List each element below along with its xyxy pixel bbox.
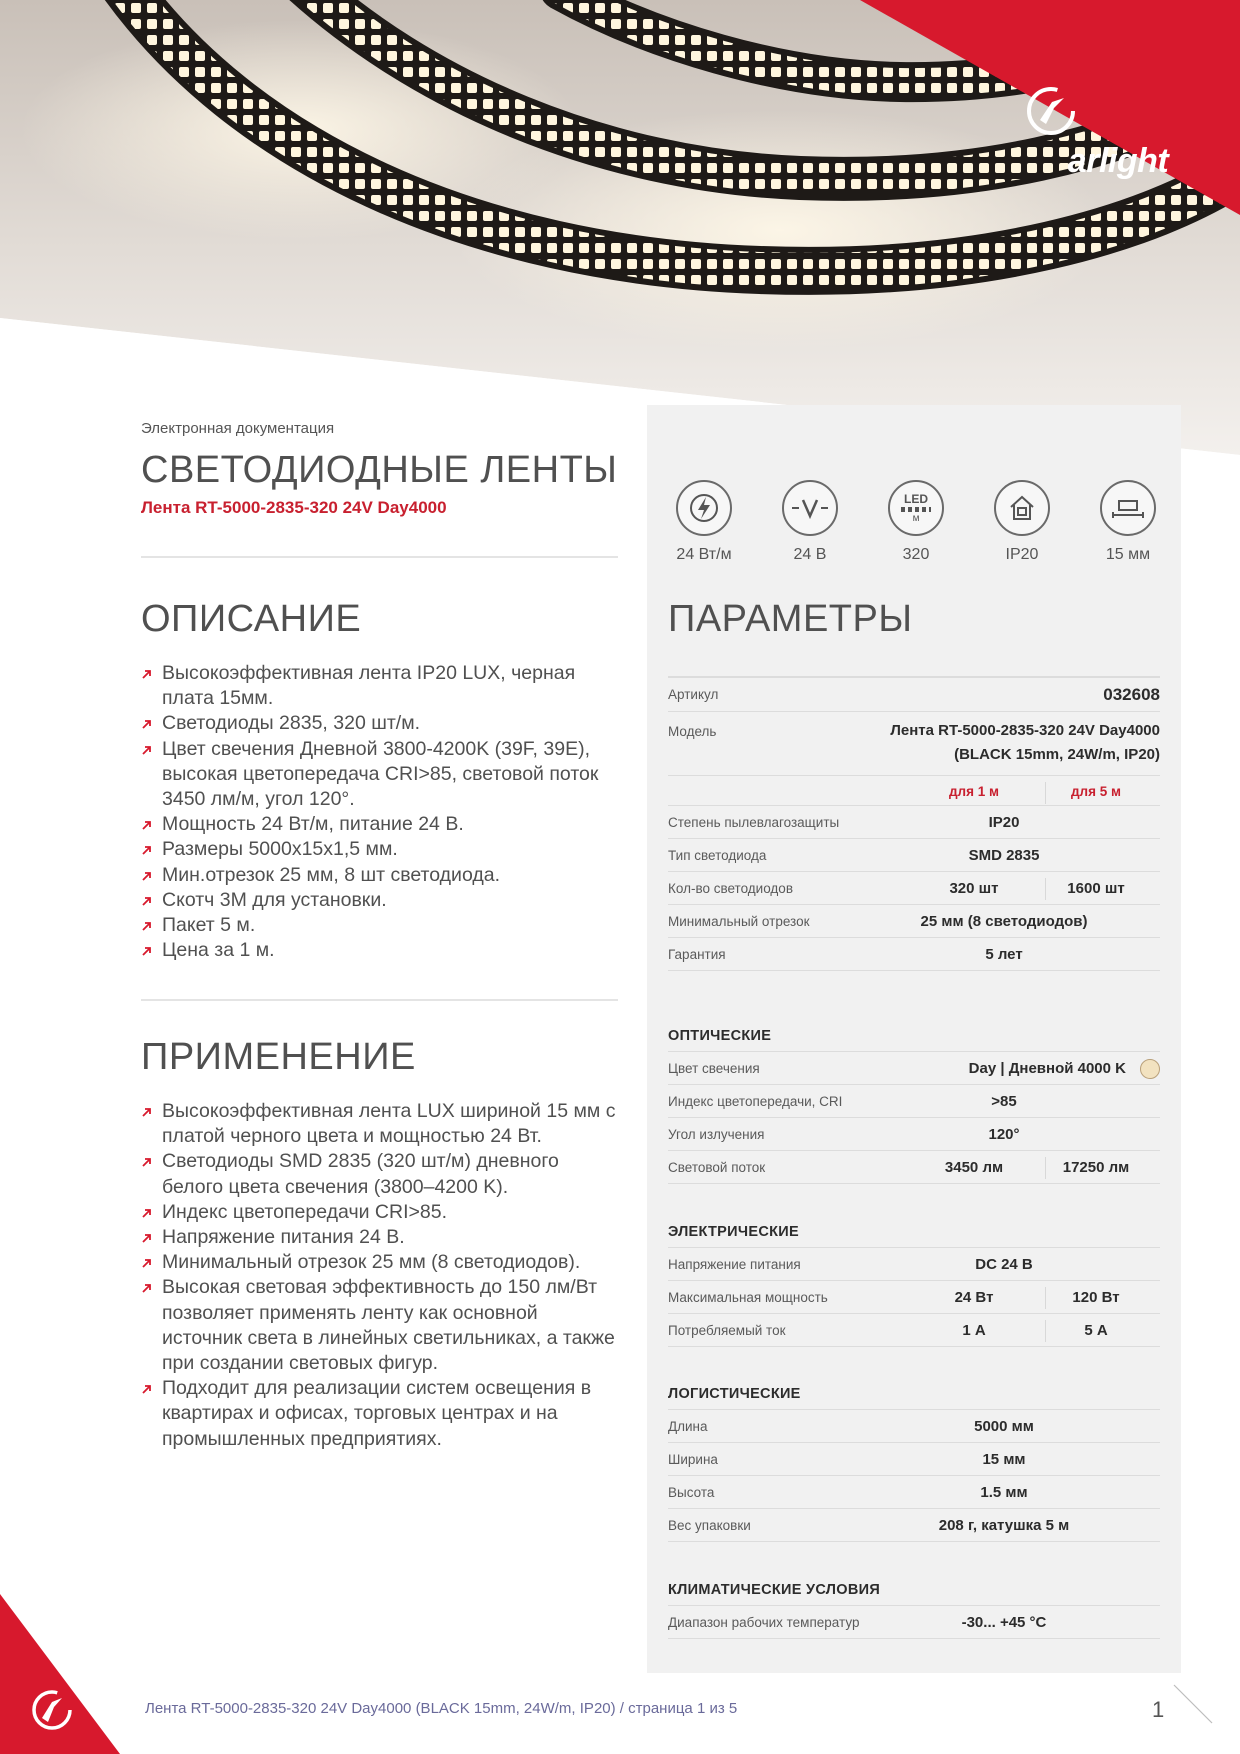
param-key: Потребляемый ток — [668, 1323, 786, 1338]
parameters-title: ПАРАМЕТРЫ — [668, 598, 913, 640]
param-value-1m: 3450 лм — [944, 1159, 1004, 1176]
param-value-1m: 24 Вт — [954, 1289, 994, 1306]
brand-logo — [1024, 84, 1212, 181]
page-title: СВЕТОДИОДНЫЕ ЛЕНТЫ — [141, 449, 618, 491]
description-list — [141, 661, 618, 963]
bullet-arrow-icon — [141, 1232, 153, 1244]
param-key: Напряжение питания — [668, 1257, 801, 1272]
divider — [668, 1240, 1160, 1248]
spec-led-count-label: 320 — [902, 546, 930, 563]
bullet-item — [141, 1149, 618, 1199]
bullet-text: Цвет свечения Дневной 3800-4200K (39F, 39E), высокая цветопередача CRI>85, световой поток 3450 лм/м, угол 120°. — [162, 737, 599, 811]
application-list — [141, 1099, 618, 1452]
led-glyph-text: LED — [904, 491, 928, 506]
bullet-text: Цена за 1 м. — [162, 939, 275, 962]
led-per-meter-icon — [888, 480, 944, 536]
bullet-arrow-icon — [141, 945, 153, 957]
param-value: >85 — [991, 1093, 1017, 1110]
param-value-5m: 1600 шт — [1067, 880, 1125, 897]
model-line-1: Лента RT-5000-2835-320 24V Day4000 — [890, 722, 1160, 739]
doc-caption: Электронная документация — [141, 420, 335, 437]
bullet-arrow-icon — [141, 819, 153, 831]
param-row — [668, 1314, 1160, 1347]
param-key: Диапазон рабочих температур — [668, 1615, 860, 1630]
voltage-icon — [782, 480, 838, 536]
bullet-text: Высокая световая эффективность до 150 лм/Вт позволяет применять ленту как основной источник света в линейных светильниках, а также при создании световых фигур. — [162, 1276, 615, 1375]
general-rows — [668, 806, 1160, 971]
divider — [668, 1402, 1160, 1410]
param-row — [668, 1606, 1160, 1639]
param-value: IP20 — [988, 814, 1020, 831]
bullet-item — [141, 1250, 618, 1275]
spec-ip — [980, 480, 1064, 564]
param-key: Цвет свечения — [668, 1061, 760, 1076]
bullet-arrow-icon — [141, 744, 153, 756]
param-value-5m: 5 А — [1084, 1322, 1108, 1339]
bullet-arrow-icon — [141, 920, 153, 932]
spec-power — [662, 480, 746, 564]
param-row — [668, 1509, 1160, 1542]
bullet-arrow-icon — [141, 1383, 153, 1395]
params-general-table — [668, 676, 1160, 971]
electrical-title: ЭЛЕКТРИЧЕСКИЕ — [668, 1224, 799, 1240]
param-row — [668, 905, 1160, 938]
bullet-text: Светодиоды SMD 2835 (320 шт/м) дневного белого цвета свечения (3800–4200 K). — [162, 1150, 559, 1198]
param-value: DC 24 В — [975, 1256, 1033, 1273]
bullet-arrow-icon — [141, 668, 153, 680]
bullet-item — [141, 913, 618, 938]
bullet-text: Светодиоды 2835, 320 шт/м. — [162, 712, 421, 735]
param-key: Максимальная мощность — [668, 1290, 828, 1305]
param-row — [668, 1151, 1160, 1184]
params-electrical-table — [668, 1224, 1160, 1347]
bullet-arrow-icon — [141, 1156, 153, 1168]
param-row — [668, 1118, 1160, 1151]
param-value-5m: 120 Вт — [1072, 1289, 1120, 1306]
color-swatch — [1140, 1059, 1160, 1079]
spec-power-label: 24 Вт/м — [676, 546, 732, 563]
bullet-arrow-icon — [141, 1106, 153, 1118]
led-strip-photo — [0, 0, 1240, 460]
divider — [141, 556, 618, 558]
optical-rows — [668, 1052, 1160, 1184]
param-key: Угол излучения — [668, 1127, 765, 1142]
param-row — [668, 1476, 1160, 1509]
spec-voltage — [768, 480, 852, 564]
param-row — [668, 1443, 1160, 1476]
led-glyph-unit: м — [912, 512, 920, 524]
spec-icons-row — [662, 480, 1167, 570]
param-key: Тип светодиода — [668, 848, 767, 863]
param-key: Длина — [668, 1419, 708, 1434]
param-row — [668, 1410, 1160, 1443]
page-number: 1 — [1152, 1697, 1165, 1722]
param-value: 5000 мм — [974, 1418, 1034, 1435]
bullet-text: Индекс цветопередачи CRI>85. — [162, 1200, 447, 1223]
bullet-arrow-icon — [141, 1257, 153, 1269]
params-climate-table — [668, 1582, 1160, 1639]
document-header — [141, 420, 618, 558]
params-logistic-table — [668, 1386, 1160, 1542]
arlight-logo-icon — [1024, 84, 1078, 138]
bullet-item — [141, 1376, 618, 1452]
param-row — [668, 839, 1160, 872]
bullet-item — [141, 711, 618, 736]
param-row-article — [668, 678, 1160, 712]
bullet-text: Высокоэффективная лента LUX шириной 15 мм с платой черного цвета и мощностью 24 Вт. — [162, 1100, 616, 1148]
divider — [668, 1044, 1160, 1052]
bullet-text: Напряжение питания 24 В. — [162, 1226, 405, 1249]
param-row — [668, 1248, 1160, 1281]
divider — [668, 1598, 1160, 1606]
spec-led-count — [874, 480, 958, 564]
param-value: SMD 2835 — [968, 847, 1040, 864]
param-row — [668, 1281, 1160, 1314]
divider — [141, 999, 618, 1001]
article-number: 032608 — [1103, 685, 1160, 704]
bullet-item — [141, 863, 618, 888]
param-key: Модель — [668, 724, 717, 739]
spec-width-label: 15 мм — [1105, 546, 1151, 563]
hero-photo — [0, 0, 1240, 460]
footer-text: Лента RT-5000-2835-320 24V Day4000 (BLACK 15mm, 24W/m, IP20) / страница 1 из 5 — [145, 1700, 738, 1717]
param-value: -30... +45 °С — [961, 1614, 1047, 1631]
bullet-text: Высокоэффективная лента IP20 LUX, черная плата 15мм. — [162, 662, 576, 710]
spec-voltage-label: 24 В — [793, 546, 827, 563]
electrical-rows — [668, 1248, 1160, 1347]
description-section — [141, 598, 618, 1001]
bullet-item — [141, 938, 618, 963]
ip-protection-icon — [994, 480, 1050, 536]
bullet-arrow-icon — [141, 895, 153, 907]
model-line-2: (BLACK 15mm, 24W/m, IP20) — [954, 746, 1160, 763]
param-value: Day | Дневной 4000 K — [968, 1060, 1126, 1077]
bullet-item — [141, 1099, 618, 1149]
param-row — [668, 872, 1160, 905]
logo-wordmark: arlight — [1067, 142, 1169, 180]
bullet-text: Скотч 3М для установки. — [162, 888, 387, 911]
bullet-item — [141, 837, 618, 862]
bullet-arrow-icon — [141, 718, 153, 730]
param-value: 15 мм — [982, 1451, 1026, 1468]
param-key: Индекс цветопередачи, CRI — [668, 1094, 843, 1109]
bullet-text: Пакет 5 м. — [162, 914, 256, 937]
bullet-item — [141, 661, 618, 711]
bullet-text: Мин.отрезок 25 мм, 8 шт светодиода. — [162, 863, 501, 886]
param-key: Световой поток — [668, 1160, 766, 1175]
param-value: 120° — [988, 1126, 1020, 1143]
param-row — [668, 938, 1160, 971]
column-header-1m: для 1 м — [948, 784, 1000, 799]
width-icon — [1100, 480, 1156, 536]
param-value-1m: 320 шт — [949, 880, 999, 897]
bullet-text: Подходит для реализации систем освещения в квартирах и офисах, торговых центрах и на промышленных предприятиях. — [162, 1377, 592, 1450]
param-key: Кол-во светодиодов — [668, 881, 793, 896]
bullet-arrow-icon — [141, 870, 153, 882]
bullet-item — [141, 1275, 618, 1376]
param-key: Степень пылевлагозащиты — [668, 815, 840, 830]
corner-logo — [0, 1594, 120, 1754]
bullet-item — [141, 812, 618, 837]
logistic-title: ЛОГИСТИЧЕСКИЕ — [668, 1386, 801, 1402]
spec-width — [1086, 480, 1170, 564]
param-key: Ширина — [668, 1452, 718, 1467]
param-key: Минимальный отрезок — [668, 914, 810, 929]
param-value: 1.5 мм — [980, 1484, 1028, 1501]
bullet-text: Размеры 5000x15x1,5 мм. — [162, 838, 398, 861]
param-value: 208 г, катушка 5 м — [938, 1517, 1070, 1534]
param-row — [668, 1052, 1160, 1085]
param-value: 5 лет — [985, 946, 1023, 963]
bullet-item — [141, 737, 618, 813]
logistic-rows — [668, 1410, 1160, 1542]
climate-rows — [668, 1606, 1160, 1639]
bullet-text: Минимальный отрезок 25 мм (8 светодиодов). — [162, 1251, 581, 1274]
bullet-text: Мощность 24 Вт/м, питание 24 В. — [162, 813, 464, 836]
climate-title: КЛИМАТИЧЕСКИЕ УСЛОВИЯ — [668, 1582, 881, 1598]
param-row-column-headers — [668, 776, 1160, 806]
page-corner-mark — [1172, 1683, 1214, 1725]
param-key: Гарантия — [668, 947, 726, 962]
param-value-1m: 1 А — [962, 1322, 986, 1339]
product-name: Лента RT-5000-2835-320 24V Day4000 — [141, 498, 447, 517]
power-icon — [676, 480, 732, 536]
bullet-item — [141, 1200, 618, 1225]
param-row — [668, 1085, 1160, 1118]
bullet-item — [141, 888, 618, 913]
param-row-model — [668, 712, 1160, 776]
application-title: ПРИМЕНЕНИЕ — [141, 1036, 416, 1078]
param-key: Артикул — [668, 687, 719, 702]
param-row — [668, 806, 1160, 839]
led-dots — [901, 507, 931, 512]
params-optical-table — [668, 1028, 1160, 1184]
optical-title: ОПТИЧЕСКИЕ — [668, 1028, 772, 1044]
spec-ip-label: IP20 — [1005, 546, 1039, 563]
bullet-arrow-icon — [141, 1207, 153, 1219]
param-key: Вес упаковки — [668, 1518, 751, 1533]
param-key: Высота — [668, 1485, 715, 1500]
application-section — [141, 1036, 618, 1452]
description-title: ОПИСАНИЕ — [141, 598, 362, 640]
bullet-item — [141, 1225, 618, 1250]
bullet-arrow-icon — [141, 1282, 153, 1294]
param-value-5m: 17250 лм — [1062, 1159, 1130, 1176]
param-value: 25 мм (8 светодиодов) — [920, 913, 1088, 930]
column-header-5m: для 5 м — [1070, 784, 1122, 799]
bullet-arrow-icon — [141, 844, 153, 856]
